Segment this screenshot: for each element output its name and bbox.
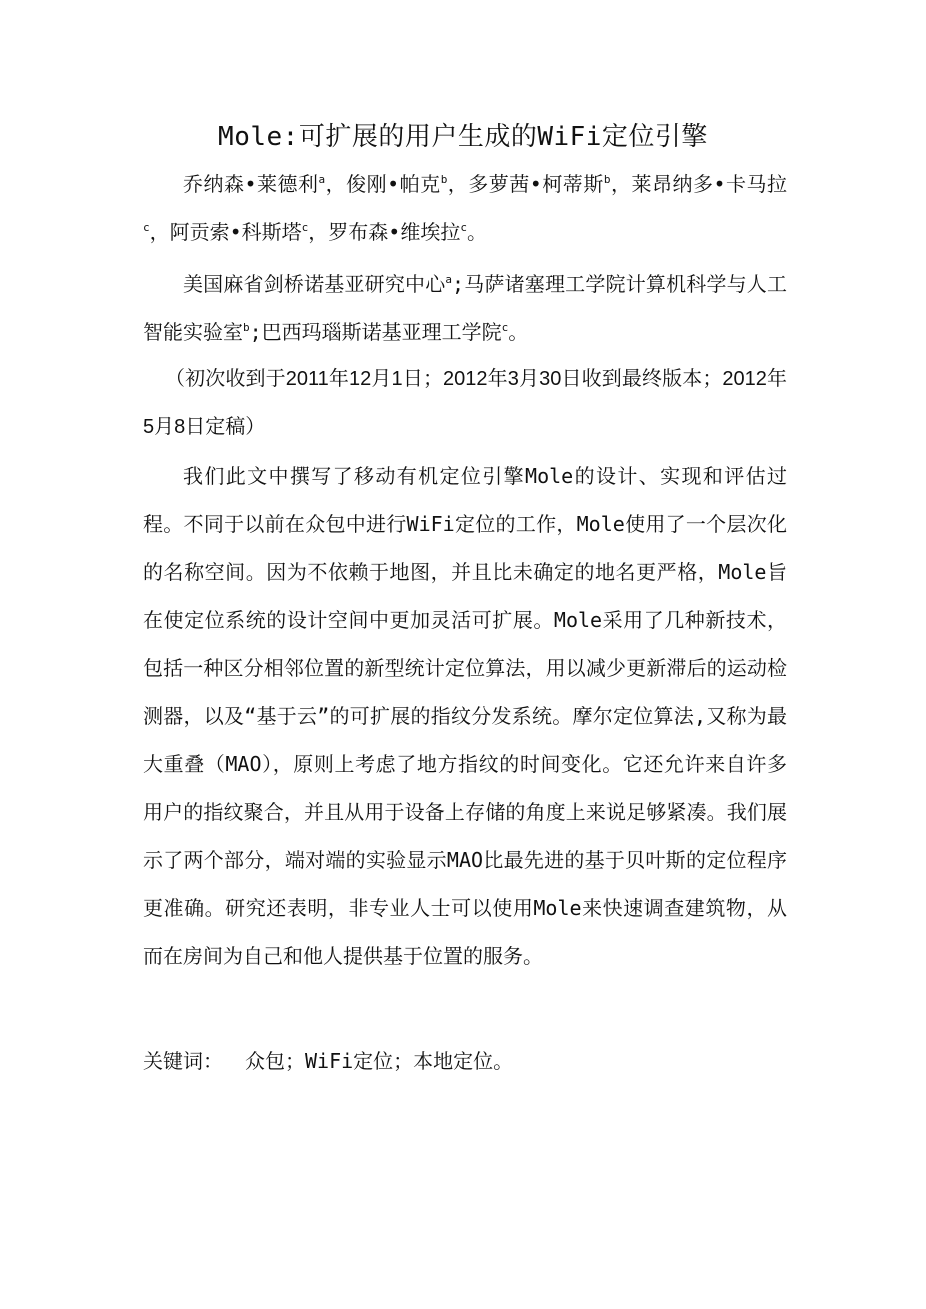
author-name: ，莱昂纳多•卡马拉 — [610, 172, 787, 196]
author-name: ，阿贡索•科斯塔 — [149, 220, 302, 244]
author-name: ，俊刚•帕克 — [325, 172, 441, 196]
author-name: ，多萝茜•柯蒂斯 — [447, 172, 604, 196]
author-list — [143, 160, 787, 256]
page-title: Mole:可扩展的用户生成的WiFi定位引擎 — [218, 122, 708, 152]
author-list-end: 。 — [466, 220, 487, 244]
affiliation: ;巴西玛瑙斯诺基亚理工学院 — [249, 320, 502, 344]
keywords — [143, 1037, 787, 1085]
author-affiliation-mark: c — [460, 221, 467, 234]
affiliation-list — [143, 260, 787, 356]
author-affiliation-mark: b — [603, 173, 611, 186]
author-name: 乔纳森•莱德利 — [183, 172, 319, 196]
publication-dates: （初次收到于2011年12月1日；2012年3月30日收到最终版本；2012年5月8日定稿） — [143, 368, 787, 438]
author-affiliation-mark: c — [301, 221, 309, 234]
author-affiliation-mark: c — [143, 221, 150, 234]
author-affiliation-mark: a — [318, 173, 326, 186]
affiliation-mark: c — [501, 321, 509, 334]
keywords-value: 众包；WiFi定位；本地定位。 — [245, 1049, 514, 1073]
affiliation: ;马萨诸塞理工学院计算机科学与人工智能实验室 — [143, 272, 787, 344]
keywords-label: 关键词： — [143, 1049, 223, 1073]
affiliation-mark: a — [445, 273, 453, 286]
affiliation-list-end: 。 — [508, 320, 529, 344]
affiliation-mark: b — [243, 321, 250, 334]
author-affiliation-mark: b — [440, 173, 448, 186]
affiliation: 美国麻省剑桥诺基亚研究中心 — [183, 272, 446, 296]
abstract-text: 我们此文中撰写了移动有机定位引擎Mole的设计、实现和评估过程。不同于以前在众包中进行WiFi定位的工作，Mole使用了一个层次化的名称空间。因为不依赖于地图，并且比未确定的地名更严格，Mole旨在使定位系统的设计空间中更加灵活可扩展。Mole采用了几种新技术，包括一种区分相邻位置的新型统计定位算法，用以减少更新滞后的运动检测器，以及“基于云”的可扩展的指纹分发系统。摩尔定位算法,又称为最大重叠（MAO），原则上考虑了地方指纹的时间变化。它还允许来自许多用户的指纹聚合，并且从用于设备上存储的角度上来说足够紧凑。我们展示了两个部分，端对端的实验显示MAO比最先进的基于贝叶斯的定位程序更准确。研究还表明，非专业人士可以使用Mole来快速调查建筑物，从而在房间为自己和他人提供基于位置的服务。 — [143, 464, 787, 968]
author-name: ，罗布森•维埃拉 — [308, 220, 461, 244]
